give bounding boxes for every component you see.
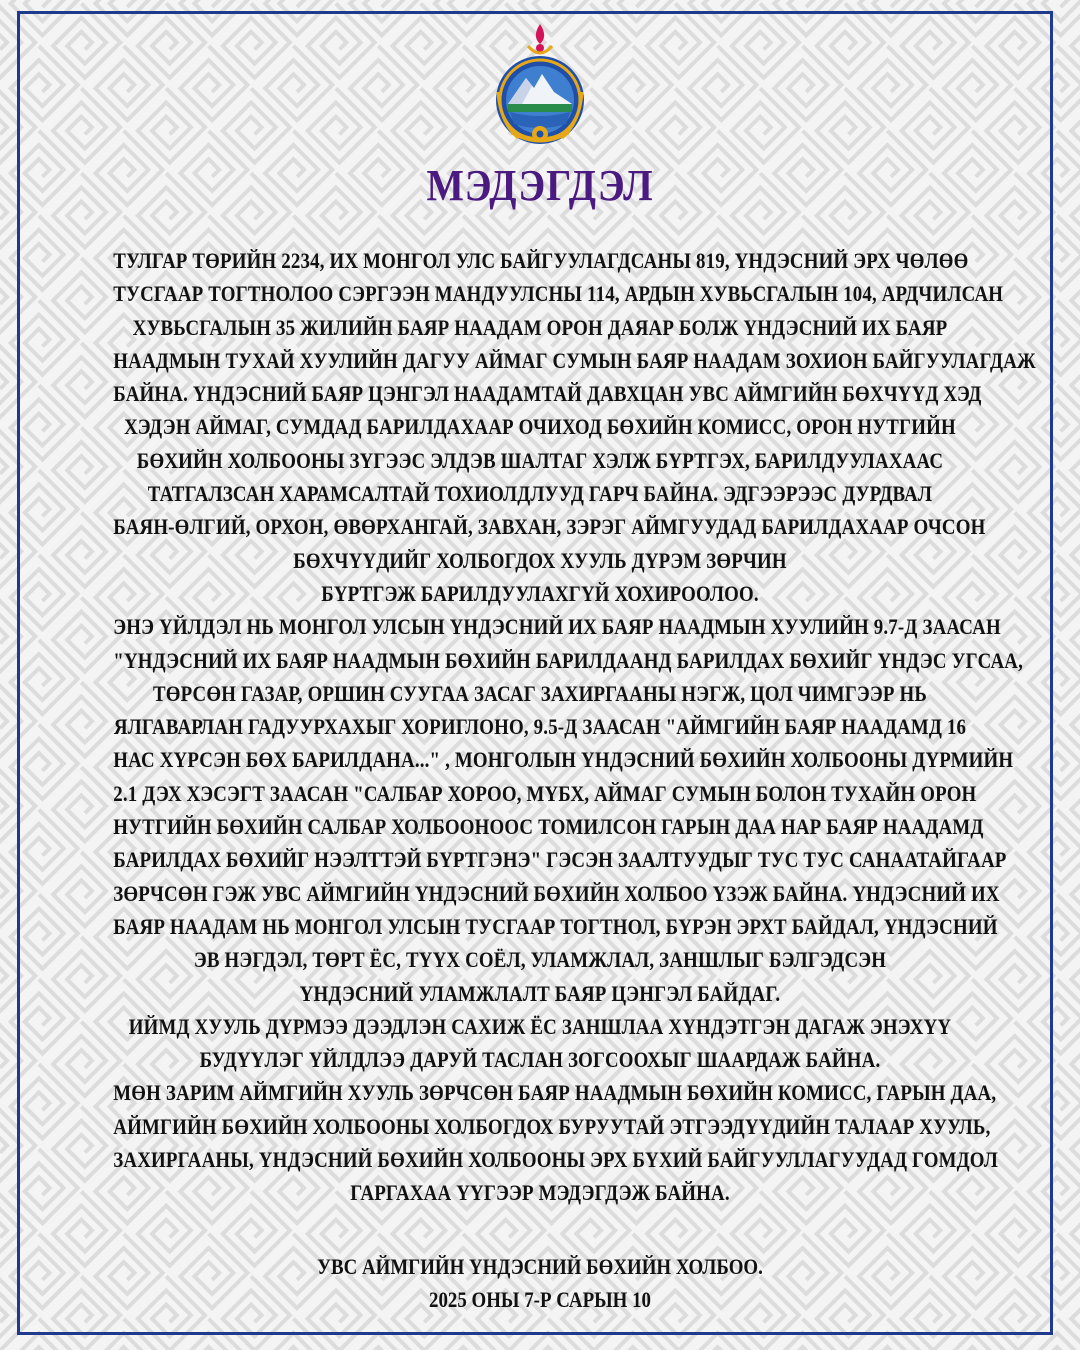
signature-date: 2025 ОНЫ 7-Р САРЫН 10 [428,1287,652,1312]
signature-block [0,1250,1080,1316]
body-line: НУТГИЙН БӨХИЙН САЛБАР ХОЛБООНООС ТОМИЛСОН ГАРЫН ДАА НАР БАЯР НААДАМД [113,814,984,840]
body-line: НАС ХҮРСЭН БӨХ БАРИЛДАНА..." , МОНГОЛЫН ҮНДЭСНИЙ БӨХИЙН ХОЛБООНЫ ДҮРМИЙН [113,747,1014,773]
body-line: ЗАХИРГААНЫ, ҮНДЭСНИЙ БӨХИЙН ХОЛБООНЫ ЭРХ БҮХИЙ БАЙГУУЛЛАГУУДАД ГОМДОЛ [113,1147,998,1173]
body-line: АЙМГИЙН БӨХИЙН ХОЛБООНЫ ХОЛБОГДОХ БУРУУТАЙ ЭТГЭЭДҮҮДИЙН ТАЛААР ХУУЛЬ, [113,1113,991,1139]
body-line: ХУВЬСГАЛЫН 35 ЖИЛИЙН БАЯР НААДАМ ОРОН ДАЯАР БОЛЖ ҮНДЭСНИЙ ИХ БАЯР [132,314,948,340]
body-line: ТАТГАЛЗСАН ХАРАМСАЛТАЙ ТОХИОЛДЛУУД ГАРЧ БАЙНА. ЭДГЭЭРЭЭС ДУРДВАЛ [147,481,933,507]
body-line: ЭНЭ ҮЙЛДЭЛ НЬ МОНГОЛ УЛСЫН ҮНДЭСНИЙ ИХ БАЯР НААДМЫН ХУУЛИЙН 9.7-Д ЗААСАН [113,614,1001,640]
body-line: ИЙМД ХУУЛЬ ДҮРМЭЭ ДЭЭДЛЭН САХИЖ ЁС ЗАНШЛАА ХҮНДЭТГЭН ДАГАЖ ЭНЭХҮҮ [128,1013,952,1039]
body-line: 2.1 ДЭХ ХЭСЭГТ ЗААСАН "САЛБАР ХОРОО, МҮБХ, АЙМАГ СУМЫН БОЛОН ТУХАЙН ОРОН [113,780,977,806]
body-line: БАРИЛДАХ БӨХИЙГ НЭЭЛТТЭЙ БҮРТГЭНЭ" ГЭСЭН ЗААЛТУУДЫГ ТУС ТУС САНААТАЙГААР [113,847,1007,873]
uvs-aimag-emblem-icon [492,22,588,162]
body-line: ЯЛГАВАРЛАН ГАДУУРХАХЫГ ХОРИГЛОНО, 9.5-Д ЗААСАН "АЙМГИЙН БАЯР НААДАМД 16 [113,714,967,740]
body-line: МӨН ЗАРИМ АЙМГИЙН ХУУЛЬ ЗӨРЧСӨН БАЯР НААДМЫН БӨХИЙН КОМИСС, ГАРЫН ДАА, [113,1080,997,1106]
body-line: БӨХЧҮҮДИЙГ ХОЛБОГДОХ ХУУЛЬ ДҮРЭМ ЗӨРЧИН [293,547,787,573]
body-line: ҮНДЭСНИЙ УЛАМЖЛАЛТ БАЯР ЦЭНГЭЛ БАЙДАГ. [299,980,781,1006]
body-line: БУДҮҮЛЭГ ҮЙЛДЛЭЭ ДАРУЙ ТАСЛАН ЗОГСООХЫГ ШААРДАЖ БАЙНА. [199,1047,881,1073]
body-line: ГАРГАХАА ҮҮГЭЭР МЭДЭГДЭЖ БАЙНА. [350,1180,730,1206]
body-line: БҮРТГЭЖ БАРИЛДУУЛАХГҮЙ ХОХИРООЛОО. [321,580,759,606]
body-line: БАЯН-ӨЛГИЙ, ОРХОН, ӨВӨРХАНГАЙ, ЗАВХАН, ЗЭРЭГ АЙМГУУДАД БАРИЛДАХААР ОЧСОН [113,514,986,540]
body-line: ТУЛГАР ТӨРИЙН 2234, ИХ МОНГОЛ УЛС БАЙГУУЛАГДСАНЫ 819, ҮНДЭСНИЙ ЭРХ ЧӨЛӨӨ [113,248,969,273]
body-line: ХЭДЭН АЙМАГ, СУМДАД БАРИЛДАХААР ОЧИХОД БӨХИЙН КОМИСС, ОРОН НУТГИЙН [124,414,956,440]
body-line: БАЯР НААДАМ НЬ МОНГОЛ УЛСЫН ТУСГААР ТОГТНОЛ, БҮРЭН ЭРХТ БАЙДАЛ, ҮНДЭСНИЙ [113,913,998,939]
announcement-body [32,244,1048,1210]
body-line: БӨХИЙН ХОЛБООНЫ ЗҮГЭЭС ЭЛДЭВ ШАЛТАГ ХЭЛЖ БҮРТГЭХ, БАРИЛДУУЛАХААС [136,447,944,473]
body-line: БАЙНА. ҮНДЭСНИЙ БАЯР ЦЭНГЭЛ НААДАМТАЙ ДАВХЦАН УВС АЙМГИЙН БӨХЧҮҮД ХЭД [113,381,982,407]
body-line: ЭВ НЭГДЭЛ, ТӨРТ ЁС, ТҮҮХ СОЁЛ, УЛАМЖЛАЛ, ЗАНШЛЫГ БЭЛГЭДСЭН [193,947,887,973]
body-line: ЗӨРЧСӨН ГЭЖ УВС АЙМГИЙН ҮНДЭСНИЙ БӨХИЙН ХОЛБОО ҮЗЭЖ БАЙНА. ҮНДЭСНИЙ ИХ [113,880,1000,906]
body-line: ТӨРСӨН ГАЗАР, ОРШИН СУУГАА ЗАСАГ ЗАХИРГААНЫ НЭГЖ, ЦОЛ ЧИМГЭЭР НЬ [152,680,928,706]
page-title: МЭДЭГДЭЛ [426,161,654,210]
body-line: "ҮНДЭСНИЙ ИХ БАЯР НААДМЫН БӨХИЙН БАРИЛДААНД БАРИЛДАХ БӨХИЙГ ҮНДЭС УГСАА, [113,647,1023,673]
body-line: НААДМЫН ТУХАЙ ХУУЛИЙН ДАГУУ АЙМАГ СУМЫН БАЯР НААДАМ ЗОХИОН БАЙГУУЛАГДАЖ [113,347,1036,373]
signature-organization: УВС АЙМГИЙН ҮНДЭСНИЙ БӨХИЙН ХОЛБОО. [317,1254,763,1279]
body-line: ТУСГААР ТОГТНОЛОО СЭРГЭЭН МАНДУУЛСНЫ 114, АРДЫН ХУВЬСГАЛЫН 104, АРДЧИЛСАН [113,281,1004,307]
